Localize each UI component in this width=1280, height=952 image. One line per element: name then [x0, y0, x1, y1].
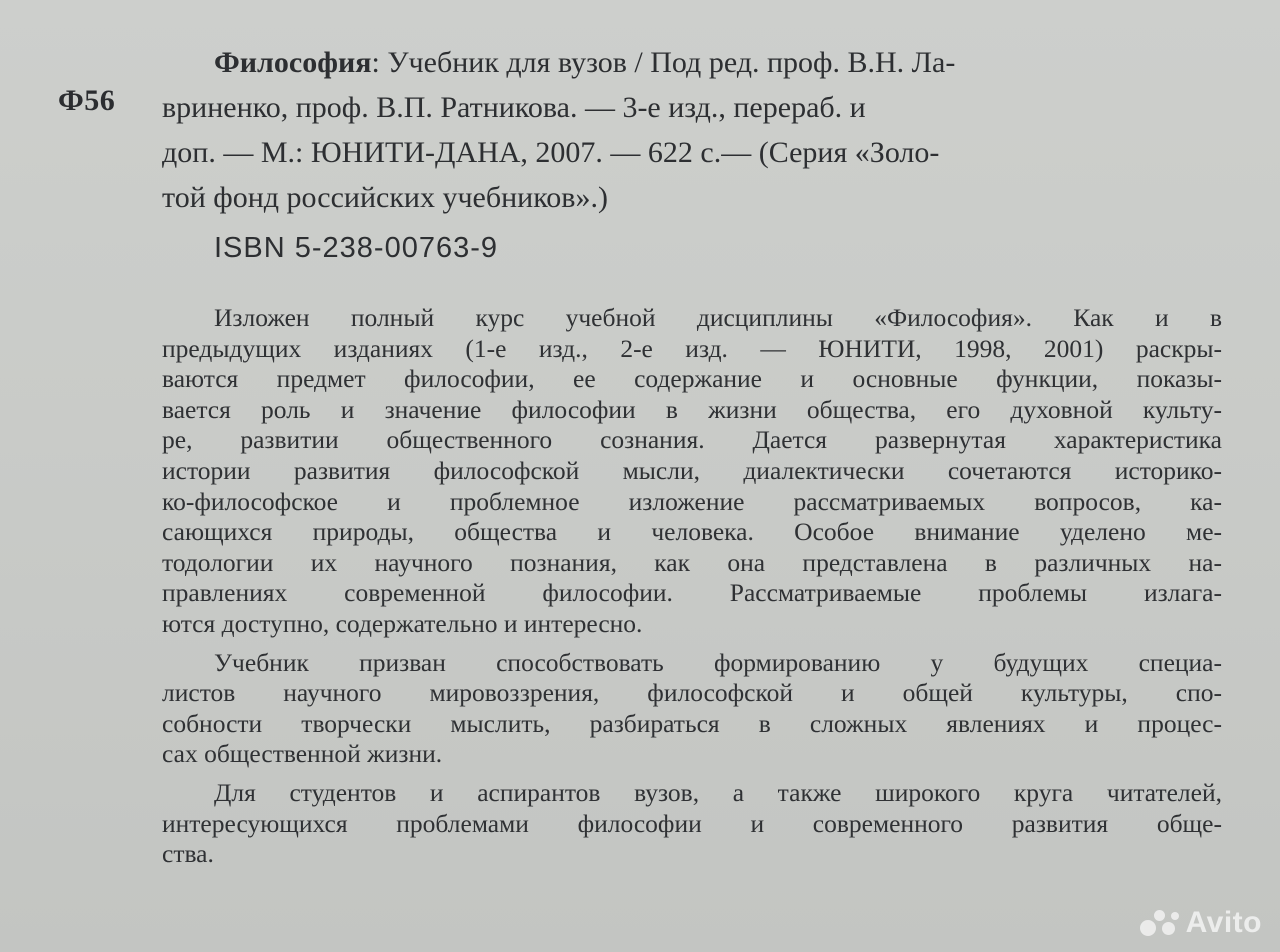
- biblio-line-2: вриненко, проф. В.П. Ратникова. — 3-е изд., перераб. и: [162, 91, 866, 124]
- annotation-line: ства.: [162, 839, 214, 869]
- biblio-line-1-rest: : Учебник для вузов / Под ред. проф. В.Н. Ла-: [371, 46, 956, 79]
- annotation-paragraph-3: [162, 778, 1222, 870]
- annotation-line: сах общественной жизни.: [162, 739, 443, 769]
- annotation-line: ре, развитии общественного сознания. Дается развернутая характеристика: [162, 425, 1222, 455]
- annotation-line: интересующихся проблемами философии и современного развития обще-: [162, 808, 1222, 838]
- annotation-paragraph-1: [162, 303, 1222, 640]
- annotation-line: Для студентов и аспирантов вузов, а также широкого круга читателей,: [214, 777, 1222, 807]
- biblio-line-4: той фонд российских учебников».): [162, 181, 608, 214]
- annotation-line: ются доступно, содержательно и интересно.: [162, 608, 643, 638]
- annotation-paragraph-2: [162, 648, 1222, 770]
- annotation-line: предыдущих изданиях (1-е изд., 2-е изд. — ЮНИТИ, 1998, 2001) раскры-: [162, 333, 1222, 363]
- book-title: Философия: [214, 46, 372, 79]
- bibliographic-description: [162, 40, 1222, 220]
- biblio-line-3: доп. — М.: ЮНИТИ-ДАНА, 2007. — 622 с.— (Серия «Золо-: [162, 136, 940, 169]
- annotation: [162, 303, 1222, 870]
- avito-watermark: [1140, 906, 1262, 940]
- isbn: ISBN 5-238-00763-9: [214, 232, 498, 264]
- annotation-line: тодологии их научного познания, как она представлена в различных на-: [162, 547, 1222, 577]
- biblio-line-1: [162, 40, 1222, 85]
- annotation-line: ваются предмет философии, ее содержание и основные функции, показы-: [162, 364, 1222, 394]
- annotation-line: ко-философское и проблемное изложение рассматриваемых вопросов, ка-: [162, 486, 1222, 516]
- annotation-line: Изложен полный курс учебной дисциплины «Философия». Как и в: [214, 303, 1222, 332]
- classification-code: Ф56: [58, 84, 116, 117]
- annotation-line: сающихся природы, общества и человека. Особое внимание уделено ме-: [162, 517, 1222, 547]
- annotation-line: правлениях современной философии. Рассматриваемые проблемы излага-: [162, 578, 1222, 608]
- annotation-line: Учебник призван способствовать формированию у будущих специа-: [214, 647, 1222, 677]
- annotation-line: вается роль и значение философии в жизни общества, его духовной культу-: [162, 394, 1222, 424]
- avito-logo-text: Avito: [1185, 906, 1262, 939]
- annotation-line: истории развития философской мысли, диалектически сочетаются историко-: [162, 455, 1222, 485]
- annotation-line: листов научного мировоззрения, философской и общей культуры, спо-: [162, 678, 1222, 708]
- annotation-line: собности творчески мыслить, разбираться в сложных явлениях и процес-: [162, 708, 1222, 738]
- avito-logo-icon: [1140, 908, 1180, 938]
